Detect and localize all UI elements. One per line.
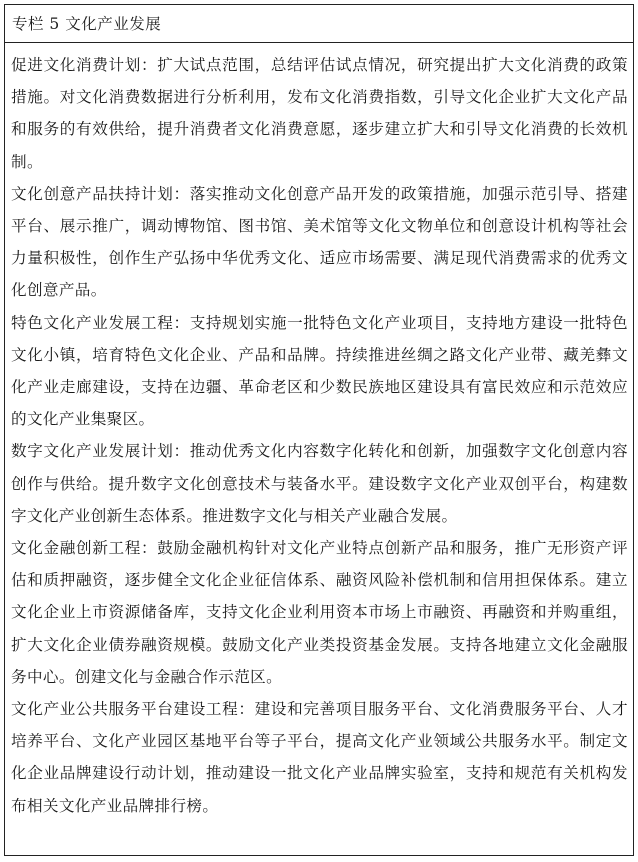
item-characteristic-industry: 特色文化产业发展工程：支持规划实施一批特色文化产业项目，支持地方建设一批特色文化小镇，培育特色文化企业、产品和品牌。持续推进丝绸之路文化产业带、藏羌彝文化产业走廊建设，支持在边疆、革命老区和少数民族地区建设具有富民效应和示范效应的文化产业集聚区。: [11, 313, 628, 429]
item-culture-finance: 文化金融创新工程：鼓励金融机构针对文化产业特点创新产品和服务，推广无形资产评估和质押融资，逐步健全文化企业征信体系、融资风险补偿机制和信用担保体系。建立文化企业上市资源储备库，支持文化企业利用资本市场上市融资、再融资和并购重组，扩大文化企业债券融资规模。鼓励文化产业类投资基金发展。支持各地建立文化金融服务中心。创建文化与金融合作示范区。: [11, 539, 628, 686]
box-items: [5, 43, 633, 822]
box-title: 专栏 5 文化产业发展: [5, 5, 633, 43]
item-digital-culture: 数字文化产业发展计划：推动优秀文化内容数字化转化和创新，加强数字文化创意内容创作与供给。提升数字文化创意技术与装备水平。建设数字文化产业双创平台，构建数字文化产业创新生态体系。推进数字文化与相关产业融合发展。: [11, 442, 628, 525]
feature-box: [4, 4, 634, 856]
item-public-service-platform: 文化产业公共服务平台建设工程：建设和完善项目服务平台、文化消费服务平台、人才培养平台、文化产业园区基地平台等子平台，提高文化产业领域公共服务水平。制定文化企业品牌建设行动计划，推动建设一批文化产业品牌实验室，支持和规范有关机构发布相关文化产业品牌排行榜。: [11, 700, 628, 815]
item-creative-products: 文化创意产品扶持计划：落实推动文化创意产品开发的政策措施，加强示范引导、搭建平台、展示推广，调动博物馆、图书馆、美术馆等文化文物单位和创意设计机构等社会力量积极性，创作生产弘扬中华优秀文化、适应市场需要、满足现代消费需求的优秀文化创意产品。: [11, 184, 628, 300]
item-cultural-consumption: 促进文化消费计划：扩大试点范围，总结评估试点情况，研究提出扩大文化消费的政策措施。对文化消费数据进行分析利用，发布文化消费指数，引导文化企业扩大文化产品和服务的有效供给，提升消费者文化消费意愿，逐步建立扩大和引导文化消费的长效机制。: [11, 56, 628, 171]
